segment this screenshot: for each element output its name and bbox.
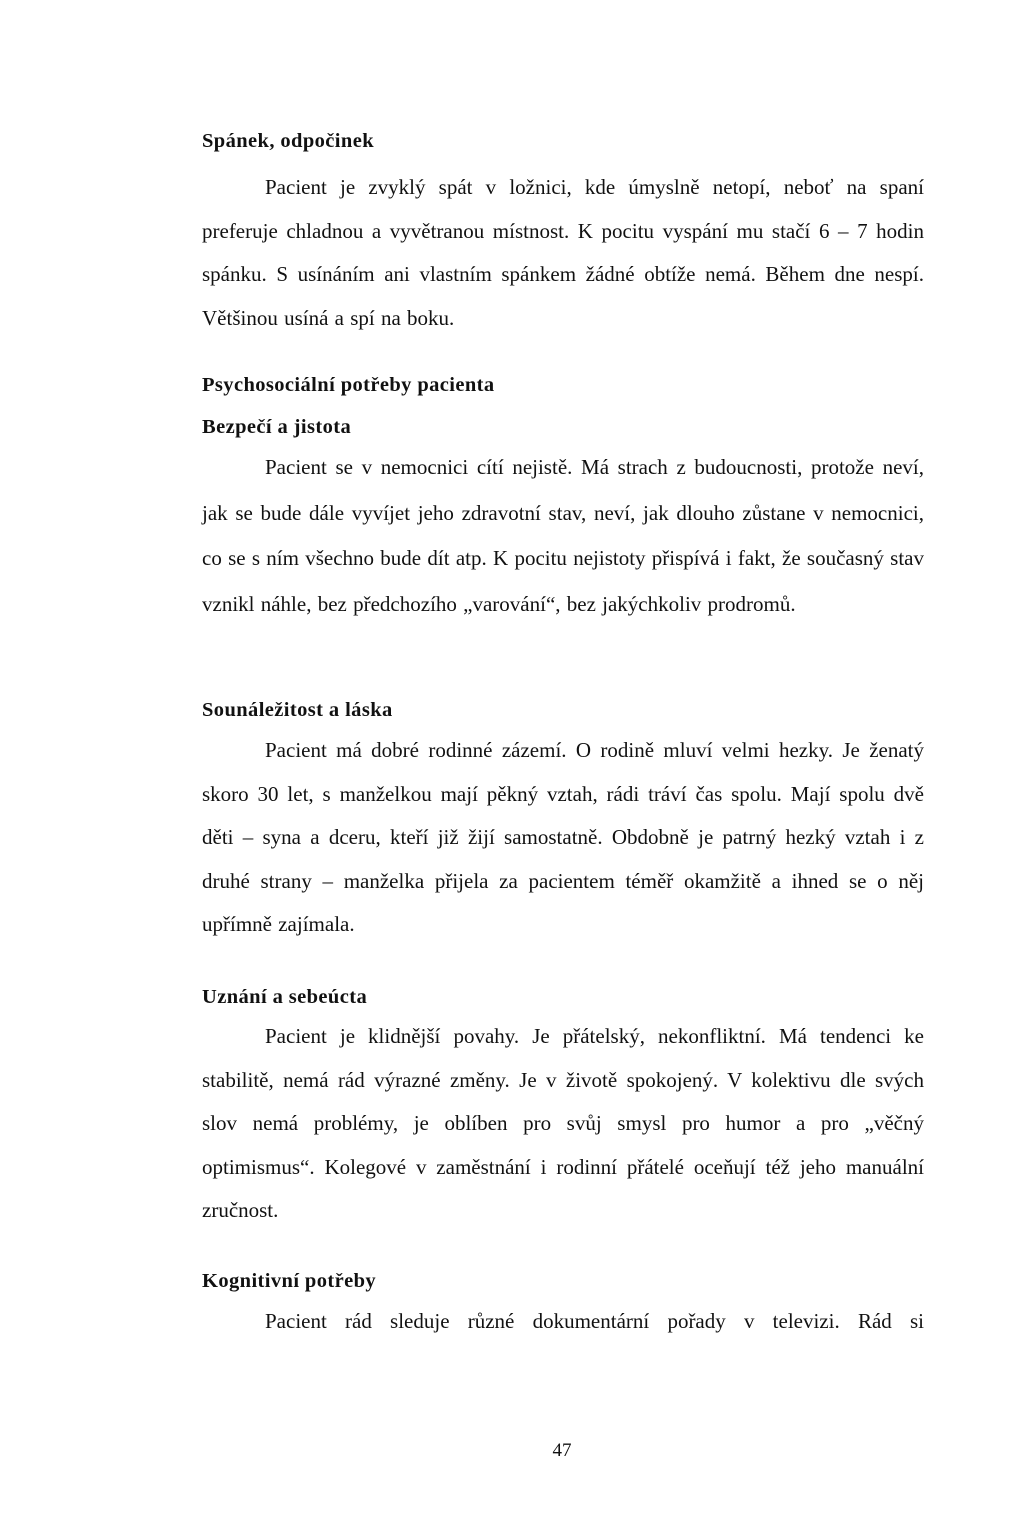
heading-psychosocialni-potreby: Psychosociální potřeby pacienta [202, 374, 495, 396]
paragraph-kognitivni-potreby: Pacient rád sleduje různé dokumentární pořady v televizi. Rád si [265, 1309, 924, 1333]
heading-sounalezitost-a-laska: Sounáležitost a láska [202, 699, 393, 721]
heading-bezpeci-a-jistota: Bezpečí a jistota [202, 416, 352, 438]
paragraph-bezpeci-a-jistota: Pacient se v nemocnici cítí nejistě. Má strach z budoucnosti, protože neví, jak se bude dále vyvíjet jeho zdravotní stav, neví, jak dlouho zůstane v nemocnici, co se s ním všechno bude dít atp. K pocitu nejistoty přispívá i fakt, že současný stav vznikl náhle, bez předchozího „varování“, bez jakýchkoliv prodromů. [202, 455, 924, 616]
paragraph-uznani-a-sebeucta: Pacient je klidnější povahy. Je přátelský, nekonfliktní. Má tendenci ke stabilitě, nemá rád výrazné změny. Je v životě spokojený. V kolektivu dle svých slov nemá problémy, je oblíben pro svůj smysl pro humor a pro „věčný optimismus“. Kolegové v zaměstnání i rodinní přátelé oceňují též jeho manuální zručnost. [202, 1024, 924, 1222]
heading-uznani-a-sebeucta: Uznání a sebeúcta [202, 986, 368, 1008]
heading-kognitivni-potreby: Kognitivní potřeby [202, 1270, 377, 1292]
page-number: 47 [552, 1440, 572, 1461]
heading-spanek-odpocinek: Spánek, odpočinek [202, 130, 375, 152]
paragraph-spanek-odpocinek: Pacient je zvyklý spát v ložnici, kde úmyslně netopí, neboť na spaní preferuje chladnou a vyvětranou místnost. K pocitu vyspání mu stačí 6 – 7 hodin spánku. S usínáním ani vlastním spánkem žádné obtíže nemá. Během dne nespí. Většinou usíná a spí na boku. [202, 175, 924, 330]
paragraph-sounalezitost-a-laska: Pacient má dobré rodinné zázemí. O rodině mluví velmi hezky. Je ženatý skoro 30 let, s manželkou mají pěkný vztah, rádi tráví čas spolu. Mají spolu dvě děti – syna a dceru, kteří již žijí samostatně. Obdobně je patrný hezký vztah i z druhé strany – manželka přijela za pacientem téměř okamžitě a ihned se o něj upřímně zajímala. [202, 738, 924, 936]
